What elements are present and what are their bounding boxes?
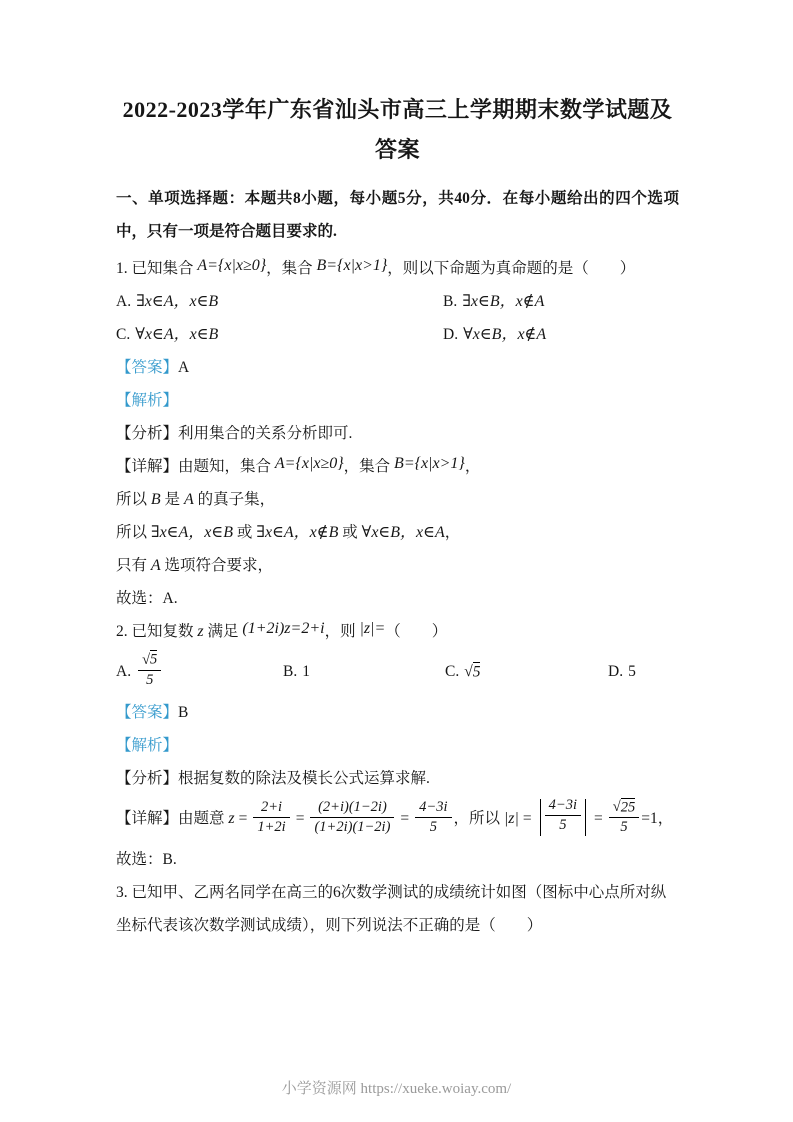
math-segment: ∃x∈A，x∈B (150, 524, 234, 541)
fraction-numerator: 2+i (253, 798, 289, 818)
q1-option-d-label: D. (443, 326, 459, 343)
q2-stem-text-2: 满足 (207, 623, 239, 640)
math-segment: ∀x∈B，x∈A (361, 524, 445, 541)
equals-sign: = (295, 810, 305, 827)
q2-answer-value: B (178, 704, 189, 721)
fraction-numerator: (2+i)(1−2i) (310, 798, 394, 818)
text-segment: 所以 (116, 491, 148, 508)
fraction-denominator: 5 (429, 818, 437, 835)
footer-site-text: 小学资源网 (281, 1081, 361, 1097)
text-segment: 只有 (116, 557, 148, 574)
q1-stem-text-2: ，集合 (266, 260, 313, 277)
jiexi-tag: 【解析】 (116, 392, 179, 409)
fraction (310, 798, 394, 837)
q2-modulus-formula: |z|= (359, 620, 386, 637)
section-heading: 一、单项选择题：本题共8小题，每小题5分，共40分．在每小题给出的四个选项中，只有一项是符合题目要求的. (116, 190, 679, 240)
q1-option-d-formula: ∀x∈B，x∉A (463, 326, 547, 343)
fraction (609, 798, 639, 837)
fenxi-tag: 【分析】 (116, 770, 179, 787)
q2-option-b-label: B. (283, 663, 298, 680)
q1-cases-line (116, 516, 679, 549)
xiangjie-tag: 【详解】 (116, 810, 179, 827)
q2-option-d (608, 663, 679, 681)
q3-stem: 3. 已知甲、乙两名同学在高三的6次数学测试的成绩统计如图（图标中心点所对纵坐标代表该次数学测试成绩），则下列说法不正确的是（ ） (116, 884, 667, 934)
fraction-denominator: 1+2i (257, 818, 286, 835)
fraction-denominator: 5 (559, 816, 567, 833)
q2-option-d-label: D. (608, 663, 624, 680)
q2-option-b-value: 1 (302, 663, 310, 680)
fraction-denominator: (1+2i)(1−2i) (314, 818, 391, 835)
q2-option-a (116, 653, 283, 692)
math-segment: A (150, 557, 161, 574)
footer-url-link[interactable]: https://xueke.woiay.com/ (360, 1081, 512, 1097)
q1-set-a-formula: A={x|x≥0} (197, 257, 267, 274)
text-segment: ，所以 (453, 810, 501, 827)
q2-option-c (445, 663, 608, 681)
absolute-value-bar (585, 799, 586, 836)
q1-set-b-formula: B={x|x>1} (316, 257, 388, 274)
equals-sign: = (594, 810, 603, 827)
q1-option-a (116, 285, 443, 318)
fraction-numerator (138, 651, 161, 671)
q1-option-b-label: B. (443, 293, 458, 310)
q2-choose-line: 故选：B. (116, 851, 177, 868)
sqrt-radicand: 25 (620, 799, 636, 816)
math-segment: A (183, 491, 194, 508)
sqrt-expression (464, 663, 480, 681)
q2-stem-text-3: ，则 (324, 623, 356, 640)
footer (0, 1077, 793, 1098)
q2-option-c-label: C. (445, 663, 460, 680)
answer-tag: 【答案】 (116, 359, 179, 376)
q1-xiangjie-set-a: A={x|x≥0} (274, 455, 344, 472)
q1-jiexi-line (116, 384, 679, 417)
fraction (415, 798, 451, 837)
fraction (253, 798, 289, 837)
equals-sign: = (238, 810, 248, 827)
q2-equation-formula: (1+2i)z=2+i (242, 620, 325, 637)
q1-option-b-formula: ∃x∈B，x∉A (462, 293, 545, 310)
sqrt-expression (613, 798, 635, 816)
q1-xiangjie-text-2: ，集合 (343, 458, 391, 475)
q2-fenxi-text: 根据复数的除法及模长公式运算求解. (178, 770, 430, 787)
q2-jiexi-line (116, 729, 679, 762)
q1-choose-line: 故选：A. (116, 590, 178, 607)
sqrt-sign: √ (612, 799, 621, 816)
absolute-value-group (538, 798, 588, 837)
q2-options (116, 650, 679, 694)
q1-xiangjie-line (116, 450, 679, 483)
fraction-numerator: 4−3i (545, 796, 581, 816)
q2-stem-text-4: （ ） (385, 623, 448, 640)
q1-answer-value: A (178, 359, 190, 376)
q1-fenxi-text: 利用集合的关系分析即可. (178, 425, 353, 442)
fraction (545, 796, 581, 835)
text-segment: 或 (342, 524, 358, 541)
sqrt-radicand: 5 (472, 663, 481, 680)
q1-options (116, 285, 679, 351)
sqrt-radicand: 5 (150, 651, 158, 668)
q2-stem-text-1: 2. 已知复数 (116, 623, 194, 640)
text-segment: 由题意 (178, 810, 225, 827)
text-segment: 所以 (116, 524, 148, 541)
fraction-numerator (609, 798, 639, 818)
q1-xiangjie-text-1: 由题知，集合 (178, 458, 272, 475)
q1-option-a-formula: ∃x∈A，x∈B (136, 293, 219, 310)
q1-answer-line (116, 351, 679, 384)
q2-fenxi-line (116, 762, 679, 795)
q2-option-b (283, 663, 445, 681)
q1-xiangjie-text-3: ， (464, 458, 481, 475)
q1-fenxi-line (116, 417, 679, 450)
q1-option-d (443, 318, 679, 351)
math-segment: |z| (503, 810, 519, 827)
fraction-denominator: 5 (146, 671, 154, 688)
q1-stem-text-3: ，则以下命题为真命题的是（ ） (387, 260, 636, 277)
q1-stem (116, 252, 679, 285)
document-title: 2022-2023学年广东省汕头市高三上学期期末数学试题及答案 (122, 97, 673, 162)
q1-option-c-formula: ∀x∈A，x∈B (135, 326, 219, 343)
math-segment: ∃x∈A，x∉B (256, 524, 339, 541)
q2-option-d-value: 5 (628, 663, 636, 680)
math-segment: z (228, 810, 235, 827)
fenxi-tag: 【分析】 (116, 425, 179, 442)
absolute-value-bar (540, 799, 541, 836)
text-segment: 或 (236, 524, 253, 541)
fraction-numerator: 4−3i (415, 798, 451, 818)
equals-sign: = (400, 810, 410, 827)
q2-option-a-label: A. (116, 663, 132, 680)
text-segment: ， (444, 524, 461, 541)
q2-stem (116, 615, 679, 648)
q1-only-line (116, 549, 679, 582)
q1-option-a-label: A. (116, 293, 132, 310)
q1-xiangjie-set-b: B={x|x>1} (394, 455, 465, 472)
answer-tag: 【答案】 (116, 704, 179, 721)
math-segment: B (150, 491, 161, 508)
text-segment: 选项符合要求， (164, 557, 274, 574)
text-segment: 的真子集， (197, 491, 276, 508)
q2-xiangjie-line (116, 795, 679, 843)
equals-sign: = (522, 810, 532, 827)
q2-z-variable: z (197, 623, 204, 640)
q1-option-c (116, 318, 443, 351)
text-segment: 是 (164, 491, 181, 508)
fraction (138, 651, 161, 690)
text-segment: =1， (641, 810, 674, 827)
q1-option-c-label: C. (116, 326, 131, 343)
q2-answer-line (116, 696, 679, 729)
sqrt-sign: √ (142, 651, 151, 668)
sqrt-expression (142, 650, 157, 668)
q1-option-b (443, 285, 679, 318)
jiexi-tag: 【解析】 (116, 737, 179, 754)
q1-stem-text-1: 1. 已知集合 (116, 260, 194, 277)
xiangjie-tag: 【详解】 (116, 458, 179, 475)
q1-subset-line (116, 483, 679, 516)
fraction-denominator: 5 (620, 818, 628, 835)
sqrt-sign: √ (464, 663, 473, 680)
